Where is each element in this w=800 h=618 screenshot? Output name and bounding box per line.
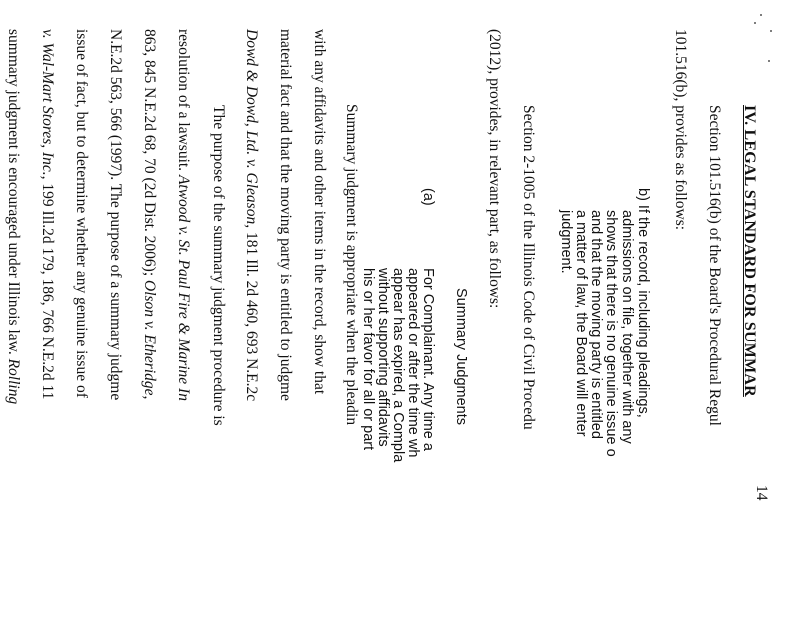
scan-speck (768, 60, 770, 62)
body-text-line: material fact and that the moving party is entitled to judgme (277, 29, 294, 401)
body-text-line: N.E.2d 563, 566 (1997). The purpose of a summary judgme (107, 29, 124, 401)
case-name: Atwood v. St. Paul Fire & Marine In (175, 174, 192, 401)
quote-line: and that the moving party is entitled (588, 210, 604, 439)
intro-text-line: Section 101.516(b) of the Board's Procedural Regul (706, 105, 723, 426)
body-text-line: (2012), provides, in relevant part, as follows: (486, 29, 503, 309)
quote-line: judgment. (558, 210, 574, 274)
quote-title: Summary Judgments (453, 288, 469, 425)
scan-speck (760, 14, 762, 16)
list-marker: (a) (420, 188, 436, 206)
citation-line (242, 29, 260, 401)
case-name: v. Wal-Mart Stores, Inc., (39, 29, 56, 180)
body-text-line: with any affidavits and other items in the record, show that (311, 29, 328, 395)
citation-text: 181 Ill. 2d 460, 693 N.E.2c (243, 228, 260, 402)
body-text-line: Summary judgment is appropriate when the pleadin (343, 104, 360, 426)
quote-line: b) If the record, including pleadings, (635, 188, 651, 418)
case-name: Dowd & Dowd, Ltd. v. Gleason, (243, 29, 260, 229)
intro-text-line: 101.516(b), provides as follows: (672, 29, 689, 231)
body-text-line: resolution of a lawsuit. Atwood v. St. Paul Fire & Marine In (175, 29, 192, 401)
scan-speck (754, 22, 756, 24)
quote-line: admissions on file, together with any (619, 210, 635, 444)
page-number: 14 (753, 485, 770, 501)
quote-line: appeared or after the time wh (405, 268, 421, 458)
case-name: Rolling (5, 358, 22, 405)
quote-line: appear has expired, a Compla (390, 268, 406, 463)
body-text-line: Section 2-1005 of the Illinois Code of Civil Procedu (520, 105, 537, 430)
body-text-line: v. Wal-Mart Stores, Inc., 199 Ill.2d 179, 186, 766 N.E.2d 11 (39, 29, 56, 400)
quote-line: For Complainant. Any time a (420, 268, 436, 451)
quote-line: without supporting affidavits (375, 268, 391, 447)
body-text-line: issue of fact, but to determine whether any genuine issue of (73, 29, 90, 398)
body-text-line: 863, 845 N.E.2d 68, 70 (2d Dist. 2006); Olson v. Etheridge, (141, 29, 158, 400)
case-name: Olson v. Etheridge, (141, 280, 158, 400)
quote-line: shows that there is no genuine issue o (603, 210, 619, 457)
body-text-line: summary judgment is encouraged under Illinois law. Rolling (5, 29, 22, 405)
quote-line: his or her favor for all or part (360, 268, 376, 451)
section-heading: IV. LEGAL STANDARD FOR SUMMAR (741, 105, 758, 397)
quote-line: a matter of law, the Board will enter (573, 210, 589, 437)
body-text-line: The purpose of the summary judgment procedure is (210, 105, 227, 426)
scan-speck (770, 30, 772, 32)
